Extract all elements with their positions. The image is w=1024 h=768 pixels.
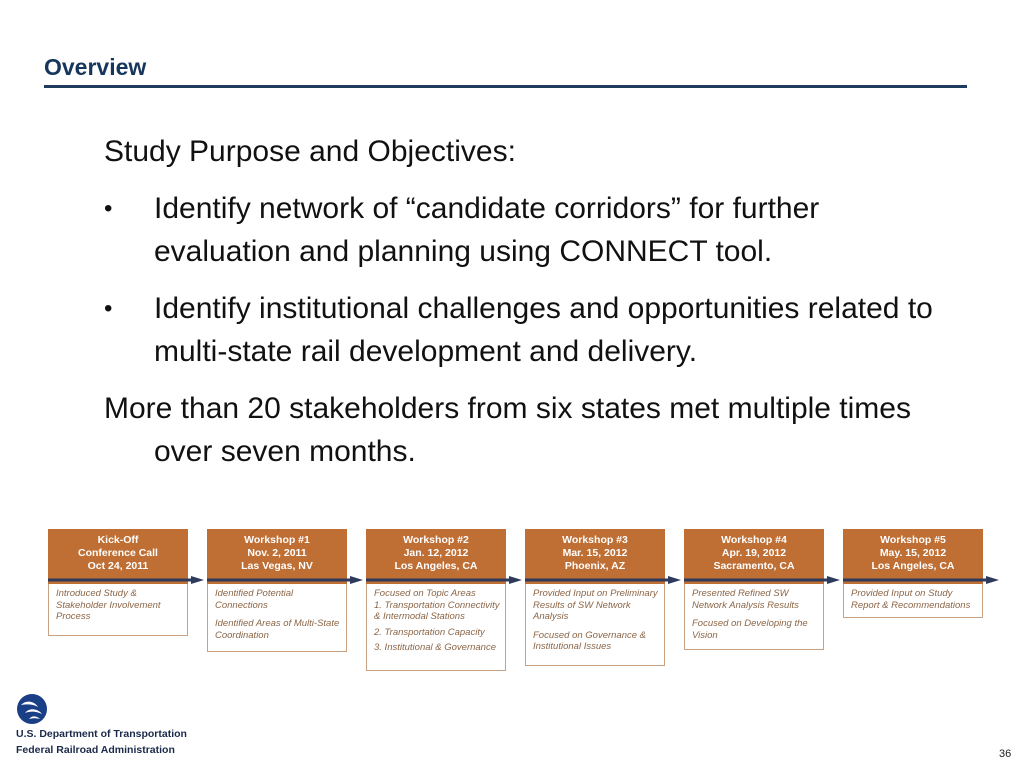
stage-header [684,529,824,584]
stage-date: Apr. 19, 2012 [721,547,787,559]
stage-title: Workshop #5 [880,534,946,546]
stage-detail-item: Identified Potential Connections [215,588,294,611]
stage-detail-item: Focused on Developing the Vision [692,618,808,641]
bullet-item [104,187,964,273]
arrow-icon [207,576,363,584]
stage-detail-item: Presented Refined SW Network Analysis Results [692,588,799,611]
stage-detail-item: Provided Input on Study Report & Recommendations [851,588,971,611]
department-name: U.S. Department of Transportation [16,728,187,740]
stage-detail-item: Identified Areas of Multi-State Coordination [215,618,340,641]
stage-location: Los Angeles, CA [394,560,478,572]
slide-title: Overview [44,54,147,80]
stage-date: May. 15, 2012 [879,547,947,559]
agency-name: Federal Railroad Administration [16,744,175,756]
arrow-icon [366,576,522,584]
stage-title: Kick-Off [97,534,139,546]
stage-header [525,529,665,584]
stage-date: Mar. 15, 2012 [562,547,628,559]
timeline-stage-workshop-4 [684,529,824,650]
stage-subtitle: Conference Call [78,547,158,559]
timeline-stage-workshop-5 [843,529,983,618]
usdot-logo-icon [16,693,48,725]
stage-detail-item: 1. Transportation Connectivity & Intermodal Stations [374,599,500,622]
bullet-icon: • [104,195,113,222]
timeline-stage-workshop-2 [366,529,506,671]
stage-title: Workshop #3 [562,534,628,546]
stage-detail-item: Focused on Topic Areas [374,588,476,599]
stage-location: Sacramento, CA [713,560,795,572]
stage-date: Oct 24, 2011 [87,560,149,572]
stakeholder-summary: More than 20 stakeholders from six states met multiple times over seven months. [104,392,911,468]
workshop-timeline [48,529,998,679]
arrow-icon [843,576,999,584]
arrow-icon [684,576,840,584]
stage-title: Workshop #4 [721,534,787,546]
stage-details [684,584,824,650]
objectives-heading: Study Purpose and Objectives: [104,135,516,168]
stage-details [843,584,983,618]
stage-details [207,584,347,652]
slide-body [104,130,964,487]
stage-header [843,529,983,584]
stage-detail-item: Focused on Governance & Institutional Issues [533,629,647,652]
stage-title: Workshop #2 [403,534,469,546]
bullet-text: Identify network of “candidate corridors” for further evaluation and planning using CONNECT tool. [154,192,820,268]
bullet-item [104,287,964,373]
stage-date: Jan. 12, 2012 [403,547,469,559]
page-number: 36 [999,748,1012,760]
timeline-stage-workshop-1 [207,529,347,652]
bullet-icon: • [104,295,113,322]
stage-header [48,529,188,584]
stage-title: Workshop #1 [244,534,310,546]
stage-detail-item: Provided Input on Preliminary Results of SW Network Analysis [533,588,658,622]
bullet-text: Identify institutional challenges and opportunities related to multi-state rail development and delivery. [154,292,933,368]
stage-details [48,584,188,636]
stage-header [207,529,347,584]
stage-details [525,584,665,666]
stage-location: Phoenix, AZ [564,560,626,572]
stage-detail-item: Introduced Study & Stakeholder Involvement Process [56,588,161,622]
stage-header [366,529,506,584]
timeline-stage-workshop-3 [525,529,665,666]
stage-detail-item: 2. Transportation Capacity [374,626,485,638]
timeline-stage-kickoff [48,529,188,636]
stage-location: Los Angeles, CA [871,560,955,572]
title-divider [44,85,967,88]
arrow-icon [525,576,681,584]
stage-date: Nov. 2, 2011 [247,547,307,559]
stage-detail-item: 3. Institutional & Governance [374,642,496,653]
arrow-icon [48,576,204,584]
stage-details [366,584,506,671]
stage-location: Las Vegas, NV [241,560,313,572]
